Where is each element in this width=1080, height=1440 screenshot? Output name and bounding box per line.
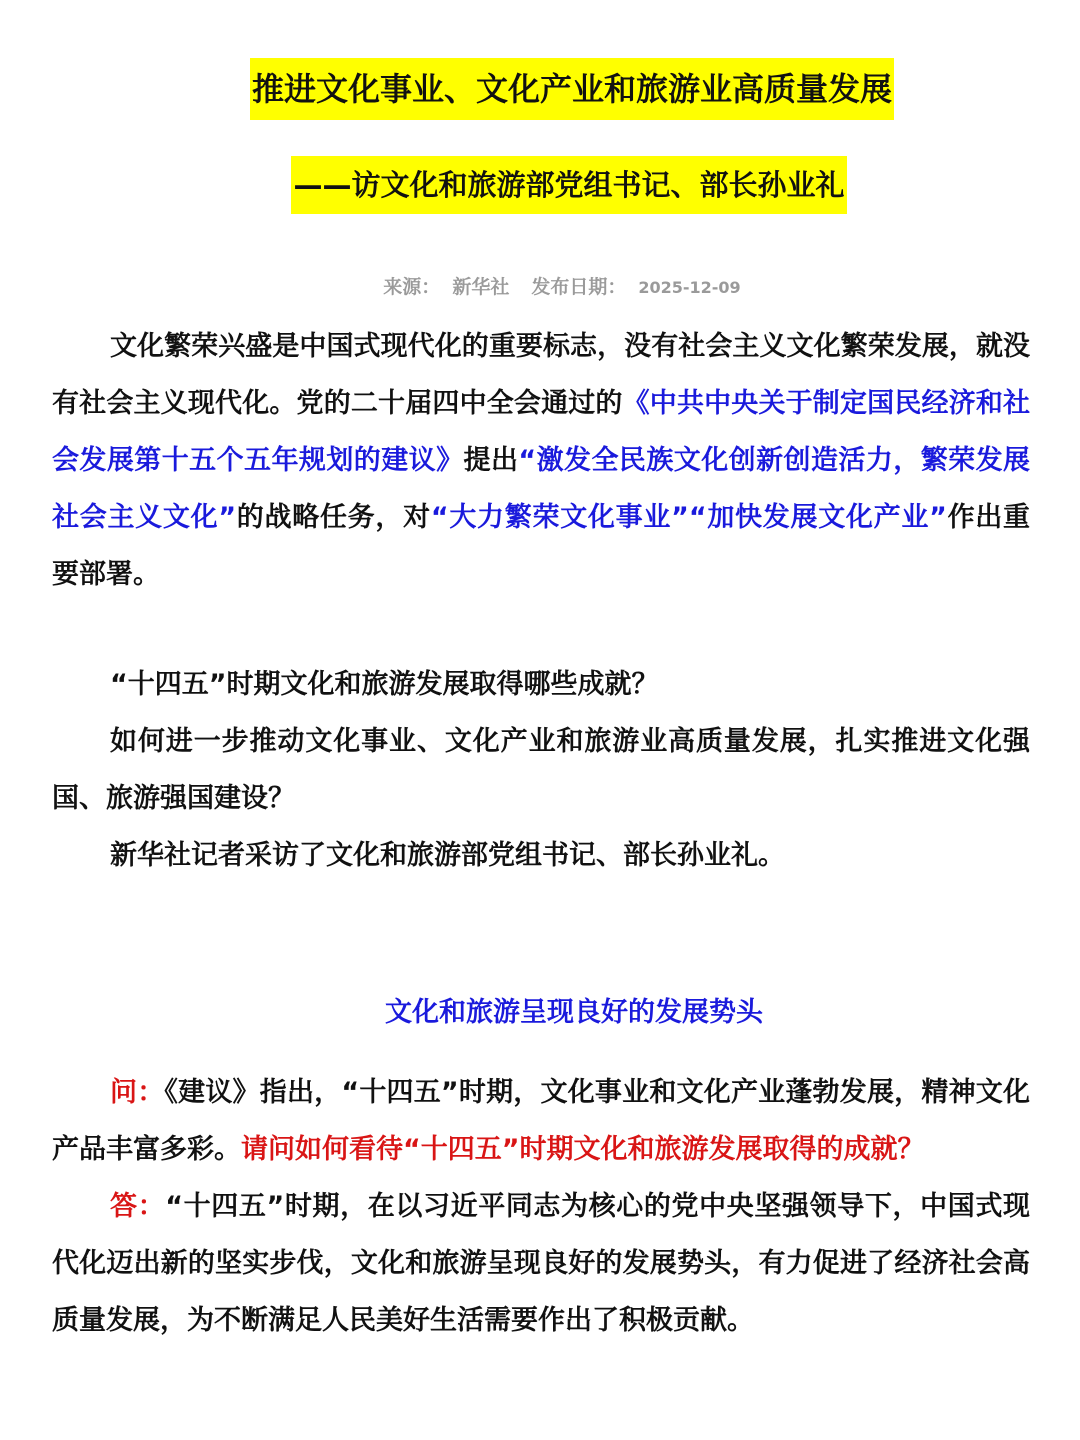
intro-text-b: 提出 — [463, 445, 519, 476]
question-label: 问： — [110, 1077, 165, 1108]
article-title: 推进文化事业、文化产业和旅游业高质量发展 — [250, 58, 894, 120]
interview-intro: 新华社记者采访了文化和旅游部党组书记、部长孙业礼。 — [110, 840, 785, 871]
article-title-block — [0, 58, 1080, 120]
source-value: 新华社 — [452, 276, 510, 298]
answer-label: 答： — [110, 1191, 166, 1222]
article-meta — [0, 272, 1080, 299]
question-2: 如何进一步推动文化事业、文化产业和旅游业高质量发展，扎实推进文化强国、旅游强国建设？ — [52, 726, 1030, 814]
intro-text-a: 文化繁荣兴盛是中国式现代化的重要标志，没有社会主义文化繁荣发展，就没有社会主义现代化。党的二十届四中全会通过的 — [52, 331, 1030, 419]
source-label: 来源： — [383, 276, 441, 298]
intro-paragraph — [52, 318, 1030, 603]
answer-text: “十四五”时期，在以习近平同志为核心的党中央坚强领导下，中国式现代化迈出新的坚实步伐，文化和旅游呈现良好的发展势头，有力促进了经济社会高质量发展，为不断满足人民美好生活需要作出了积极贡献。 — [52, 1191, 1030, 1336]
date-label: 发布日期： — [531, 276, 627, 298]
qa-answer — [52, 1178, 1030, 1349]
intro-text-c: 的战略任务，对 — [236, 502, 431, 533]
proposal-title: 《中共中央关于制定国民经济和社会发展第十五个五年规划的建议》 — [52, 388, 1031, 476]
question-highlight: 请问如何看待“十四五”时期文化和旅游发展取得的成就？ — [241, 1134, 925, 1165]
qa-question — [52, 1064, 1030, 1178]
question-text: 《建议》指出，“十四五”时期，文化事业和文化产业蓬勃发展，精神文化产品丰富多彩。 — [52, 1077, 1030, 1165]
article-subtitle: ——访文化和旅游部党组书记、部长孙业礼 — [291, 156, 846, 214]
section-heading: 文化和旅游呈现良好的发展势头 — [385, 997, 763, 1028]
article-subtitle-block — [0, 156, 1080, 214]
strategic-task-quote: “激发全民族文化创新创造活力，繁荣发展社会主义文化” — [52, 445, 1031, 533]
deployment-quote: “大力繁荣文化事业”“加快发展文化产业” — [430, 502, 947, 533]
intro-text-d: 作出重要部署。 — [52, 502, 1031, 590]
date-value: 2025-12-09 — [638, 278, 741, 297]
question-1: “十四五”时期文化和旅游发展取得哪些成就？ — [110, 669, 659, 700]
